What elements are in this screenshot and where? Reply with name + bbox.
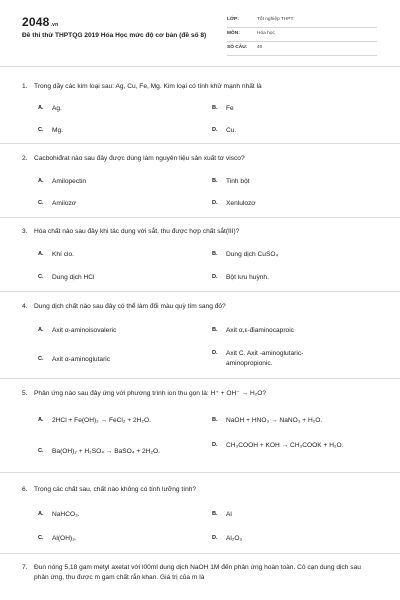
question-divider (0, 472, 400, 473)
option-letter: A. (38, 105, 44, 111)
option-letter: D. (212, 127, 218, 133)
option-letter: B. (212, 511, 218, 517)
option-letter: A. (38, 417, 44, 423)
option-text: Amilozơ (52, 200, 77, 207)
question-stem: Trong các chất sau, chất nào không có tính lưỡng tính? (34, 486, 197, 493)
question-divider (0, 143, 400, 144)
exam-header (0, 0, 400, 65)
question-stem: Hóa chất nào sau đây khi tác dụng với sắt, thu được hợp chất sắt(III)? (34, 228, 240, 235)
meta-key: MÔN: (227, 31, 240, 36)
option-letter: C. (38, 356, 44, 362)
question-divider (0, 553, 400, 554)
question-number: 5. (22, 390, 28, 397)
logo-suffix: .vn (50, 22, 59, 28)
option-letter: A. (38, 178, 44, 184)
option-text: NaOH + HNO₃ → NaNO₃ + H₂O. (226, 417, 323, 424)
option-text: Cu. (226, 127, 237, 134)
meta-value: Tốt nghiệp THPT (257, 17, 294, 22)
option-letter: B. (212, 105, 218, 111)
question-number: 6. (22, 486, 28, 493)
option-text: Mg. (52, 127, 63, 134)
option-letter: C. (38, 535, 44, 541)
option-letter: D. (212, 535, 218, 541)
option-letter: C. (38, 200, 44, 206)
option-text: Fe (226, 105, 234, 112)
header-divider (0, 66, 400, 67)
option-text: Ba(OH)₂ + H₂SO₄ → BaSO₄ + 2H₂O. (52, 448, 160, 455)
option-letter: B. (212, 327, 218, 333)
question-stem: Đun nóng 5,18 gam metyl axetat với l00ml dung dịch NaOH 1M đến phản ứng hoàn toàn. Cô cạn dung dịch sau phản ứng, thu được m gam chất rắn khan. Giá trị của m là (34, 564, 361, 581)
meta-row-count (227, 42, 377, 56)
option-text: Axit α-aminoglutaric (52, 356, 111, 363)
option-letter: C. (38, 127, 44, 133)
option-text: Al₂O₃ (226, 535, 243, 542)
option-text: Tinh bột (226, 178, 250, 185)
option-letter: D. (212, 350, 218, 356)
option-letter: C. (38, 448, 44, 454)
question-stem: Phản ứng nào sau đây ứng với phương trình ion thu gọn là: H⁺ + OH⁻ → H₂O? (34, 390, 267, 397)
option-text: Axit C. Axit -aminoglutaric-aminopropionic. (226, 350, 304, 367)
option-letter: A. (38, 327, 44, 333)
option-text: Xenlulozơ (226, 200, 256, 207)
option-text: Dung dịch CuSO₄ (226, 251, 279, 258)
logo-text: 2048 (22, 15, 50, 29)
meta-row-class (227, 14, 377, 28)
option-text: Bột lưu huỳnh. (226, 274, 269, 281)
question-divider (0, 291, 400, 292)
option-text: Al (226, 511, 232, 518)
option-letter: A. (38, 511, 44, 517)
option-letter: C. (38, 274, 44, 280)
meta-value: 40 (257, 45, 263, 50)
option-text: NaHCO₃. (52, 511, 80, 518)
option-text: Amilopectin (52, 178, 87, 185)
option-text: 2HCl + Fe(OH)₂ → FeCl₂ + 2H₂O. (52, 417, 151, 424)
question-divider (0, 217, 400, 218)
question-stem: Trong dãy các kim loại sau: Ag, Cu, Fe, Mg. Kim loại có tính khử mạnh nhất là (34, 83, 262, 90)
meta-key: SỐ CÂU: (227, 45, 248, 50)
question-stem: Dung dịch chất nào sau đây có thể làm đổi màu quỳ tím sang đỏ? (34, 303, 226, 310)
option-text: Axit α-aminoisovaleric (52, 327, 117, 334)
question-number: 4. (22, 303, 28, 310)
meta-value: Hóa học (257, 31, 275, 36)
question-divider (0, 378, 400, 379)
meta-row-subject (227, 28, 377, 42)
option-text: Al(OH)₃. (52, 535, 77, 542)
option-text: Dung dịch HCl (52, 274, 95, 281)
question-stem: Cacbohiđrat nào sau đây được dùng làm nguyên liệu sản xuất tơ visco? (34, 155, 245, 162)
option-letter: B. (212, 417, 218, 423)
option-text: CH₃COOH + KOH → CH₃COOK + H₂O. (226, 442, 344, 449)
exam-title: Đề thi thử THPTQG 2019 Hóa Học mức độ cơ bản (đề số 8) (22, 32, 207, 39)
option-letter: B. (212, 178, 218, 184)
option-text: Axit α,ε-điaminocaproic (226, 327, 294, 334)
site-logo[interactable] (22, 15, 58, 29)
question-number: 7. (22, 564, 28, 571)
option-letter: D. (212, 442, 218, 448)
meta-key: LỚP: (227, 17, 239, 22)
option-letter: A. (38, 251, 44, 257)
option-text: Ag. (52, 105, 62, 112)
option-text: Khí clo. (52, 251, 74, 258)
option-letter: B. (212, 251, 218, 257)
question-number: 2. (22, 155, 28, 162)
question-number: 1. (22, 83, 28, 90)
option-letter: D. (212, 200, 218, 206)
option-letter: D. (212, 274, 218, 280)
question-number: 3. (22, 228, 28, 235)
